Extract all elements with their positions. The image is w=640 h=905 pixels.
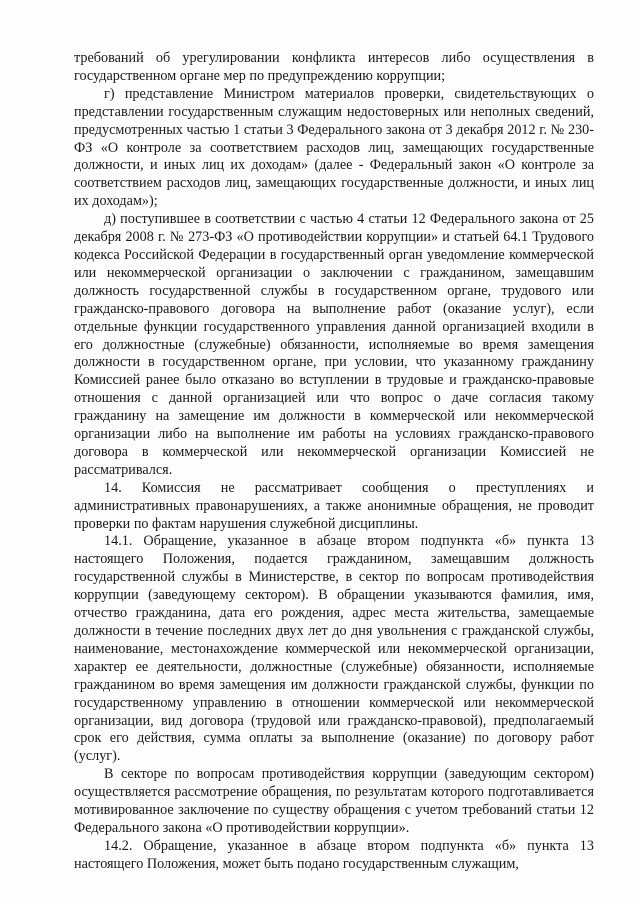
- paragraph-14-2: 14.2. Обращение, указанное в абзаце втором подпункта «б» пункта 13 настоящего Положения, может быть подано государственным служащим,: [74, 837, 594, 872]
- paragraph-14-1: 14.1. Обращение, указанное в абзаце втором подпункта «б» пункта 13 настоящего Положения, подается гражданином, замещавшим должность государственной службы в Министерстве, в сектор по вопросам противодействия коррупции (заведующему сектором). В обращении указываются фамилия, имя, отчество гражданина, дата его рождения, адрес места жительства, замещаемые должности в течение последних двух лет до дня увольнения с гражданской службы, наименование, местонахождение коммерческой или некоммерческой организации, характер ее деятельности, должностные (служебные) обязанности, исполняемые гражданином во время замещения им должности гражданской службы, функции по государственному управлению в отношении коммерческой или некоммерческой организации, вид договора (трудовой или гражданско-правовой), предполагаемый срок его действия, сумма оплаты за выполнение (оказание) по договору работ (услуг).: [74, 533, 594, 765]
- paragraph-item-g: г) представление Министром материалов проверки, свидетельствующих о представлении государственным служащим недостоверных или неполных сведений, предусмотренных частью 1 статьи 3 Федерального закона от 3 декабря 2012 г. № 230-ФЗ «О контроле за соответствием расходов лиц, замещающих государственные должности, и иных лиц их доходам» (далее - Федеральный закон «О контроле за соответствием расходов лиц, замещающих государственные должности, и иных лиц их доходам»);: [74, 85, 594, 210]
- document-body: [74, 50, 594, 874]
- paragraph-14: 14. Комиссия не рассматривает сообщения о преступлениях и административных правонарушениях, а также анонимные обращения, не проводит проверки по фактам нарушения служебной дисциплины.: [74, 479, 594, 532]
- paragraph-14-1-sector: В секторе по вопросам противодействия коррупции (заведующим сектором) осуществляется рассмотрение обращения, по результатам которого подготавливается мотивированное заключение по существу обращения с учетом требований статьи 12 Федерального закона «О противодействии коррупции».: [74, 766, 594, 836]
- paragraph-item-d: д) поступившее в соответствии с частью 4 статьи 12 Федерального закона от 25 декабря 2008 г. № 273-ФЗ «О противодействии коррупции» и статьей 64.1 Трудового кодекса Российской Федерации в государственный орган уведомление коммерческой или некоммерческой организации о заключении с гражданином, замещавшим должность государственной службы в государственном органе, трудового или гражданско-правового договора на выполнение работ (оказание услуг), если отдельные функции государственного управления данной организацией входили в его должностные (служебные) обязанности, исполняемые во время замещения должности в государственном органе, при условии, что указанному гражданину Комиссией ранее было отказано во вступлении в трудовые и гражданско-правовые отношения с данной организацией или что вопрос о даче согласия такому гражданину на замещение им должности в коммерческой или некоммерческой организации либо на выполнение им работы на условиях гражданско-правового договора в коммерческой или некоммерческой организации Комиссией не рассматривался.: [74, 211, 594, 478]
- paragraph-continuation: требований об урегулировании конфликта интересов либо осуществления в государственном органе мер по предупреждению коррупции;: [74, 50, 594, 84]
